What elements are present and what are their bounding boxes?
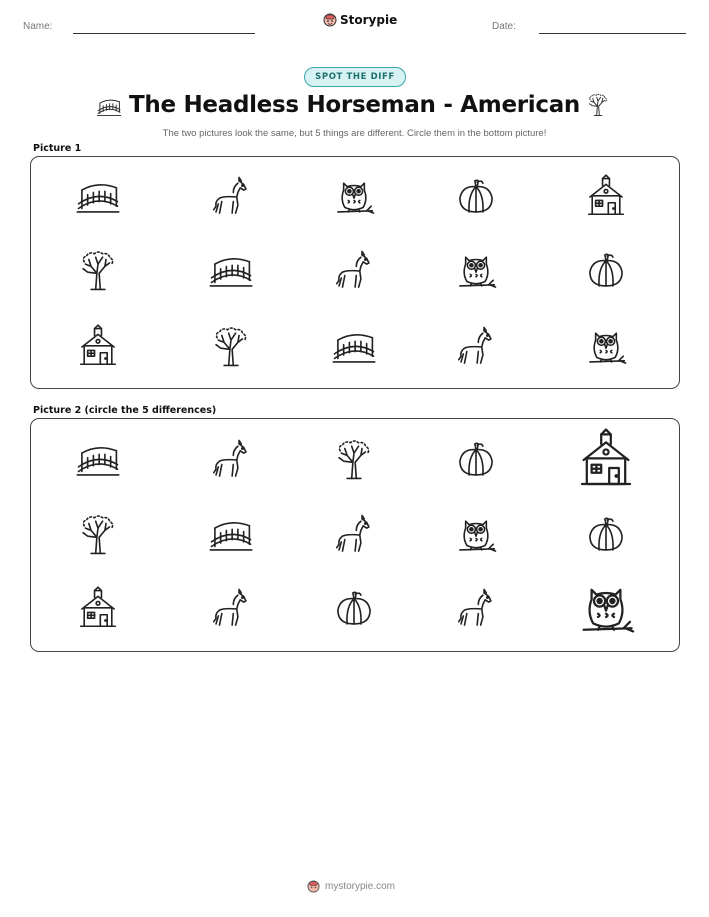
name-label: Name: [23, 21, 53, 32]
horse-icon [181, 174, 281, 220]
storypie-mascot-icon [323, 13, 337, 27]
picture-2-panel[interactable] [30, 418, 680, 652]
pumpkin-icon[interactable] [304, 586, 404, 632]
picture-1-panel [30, 156, 680, 389]
date-label: Date: [492, 21, 516, 32]
owl-icon [426, 248, 526, 294]
horse-icon[interactable] [181, 437, 281, 483]
spot-the-diff-badge: SPOT THE DIFF [304, 67, 406, 87]
title-tree-icon [585, 92, 611, 123]
horse-icon[interactable] [304, 512, 404, 558]
pumpkin-icon[interactable] [556, 512, 656, 558]
tree-icon [181, 324, 281, 370]
bridge-icon[interactable] [181, 512, 281, 558]
footer [307, 880, 395, 893]
schoolhouse-icon [556, 174, 656, 220]
bridge-icon [181, 248, 281, 294]
owl-icon [556, 324, 656, 370]
tree-icon [48, 248, 148, 294]
bridge-icon [48, 174, 148, 220]
pumpkin-icon [426, 174, 526, 220]
page-title: The Headless Horseman - American [129, 92, 580, 118]
footer-url[interactable]: mystorypie.com [325, 881, 396, 892]
brand-name: Storypie [340, 13, 398, 27]
storypie-mascot-icon [307, 880, 320, 893]
instructions: The two pictures look the same, but 5 things are different. Circle them in the bottom picture! [162, 128, 547, 139]
bridge-icon[interactable] [48, 437, 148, 483]
picture-1-label: Picture 1 [33, 143, 82, 154]
brand-logo [323, 13, 397, 27]
tree-icon[interactable] [48, 512, 148, 558]
tree-icon[interactable] [304, 437, 404, 483]
owl-icon[interactable] [556, 577, 656, 641]
name-field[interactable] [73, 33, 255, 34]
horse-icon[interactable] [426, 586, 526, 632]
owl-icon [304, 174, 404, 220]
bridge-icon [304, 324, 404, 370]
pumpkin-icon[interactable] [426, 437, 526, 483]
horse-icon [426, 324, 526, 370]
horse-icon [304, 248, 404, 294]
horse-icon[interactable] [181, 586, 281, 632]
pumpkin-icon [556, 248, 656, 294]
picture-2-label: Picture 2 (circle the 5 differences) [33, 405, 217, 416]
schoolhouse-icon [48, 324, 148, 370]
schoolhouse-icon[interactable] [556, 428, 656, 492]
owl-icon[interactable] [426, 512, 526, 558]
schoolhouse-icon[interactable] [48, 586, 148, 632]
date-field[interactable] [539, 33, 686, 34]
title-bridge-icon [96, 94, 122, 125]
